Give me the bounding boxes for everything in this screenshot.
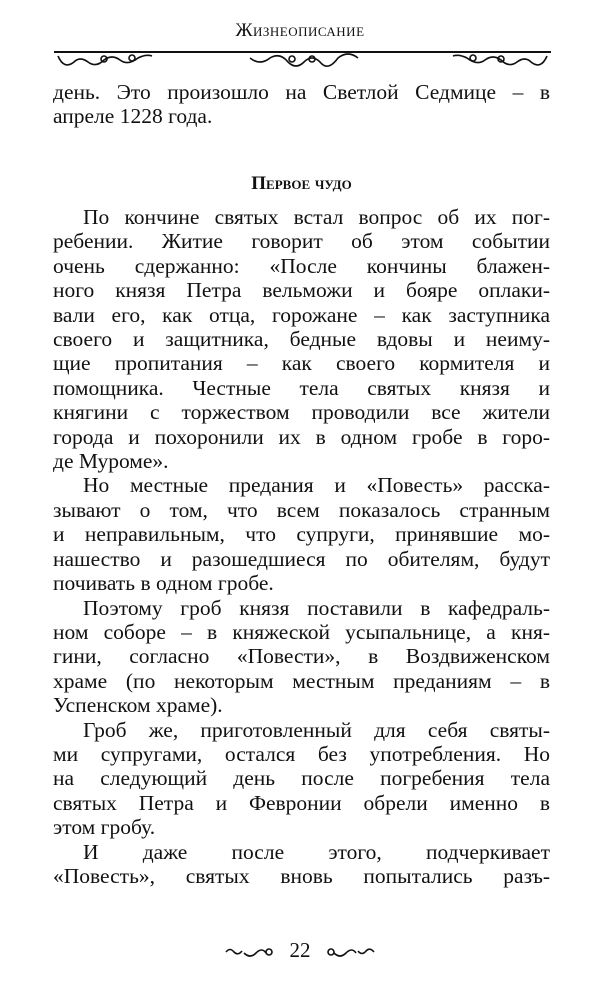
text-line: помощника. Честные тела святых князя и xyxy=(53,375,550,400)
text-line: на следующий день после погребения тела xyxy=(53,766,550,791)
text-line: гини, согласно «Повести», в Воздвиженском xyxy=(53,644,550,669)
text-line: ном соборе – в княжеской усыпальнице, а кня- xyxy=(53,619,550,644)
page-number: 22 xyxy=(289,938,311,962)
text-line: зывают о том, что всем показалось странным xyxy=(53,497,550,522)
text-line: апреле 1228 года. xyxy=(53,104,213,129)
text-line: «Повесть», святых вновь попытались разъ- xyxy=(53,863,550,888)
section-title xyxy=(53,172,550,196)
text-line: И даже после этого, подчеркивает xyxy=(83,839,550,864)
text-line: Успенском храме). xyxy=(53,693,223,718)
text-line: и неправильным, что супруги, принявшие мо- xyxy=(53,522,550,547)
text-line: очень сдержанно: «После кончины блажен- xyxy=(53,253,550,278)
section-heading: Первое чудо xyxy=(251,173,352,194)
ornamental-rule xyxy=(54,50,551,72)
left-flourish-icon xyxy=(224,945,274,959)
text-line: почивать в одном гробе. xyxy=(53,571,274,596)
text-line: ребении. Житие говорит об этом событии xyxy=(53,229,550,254)
text-line: де Муроме». xyxy=(53,449,169,474)
text-line: По кончине святых встал вопрос об их пог- xyxy=(83,205,550,229)
paragraph xyxy=(53,718,550,840)
text-line: ного князя Петра вельможи и бояре оплаки- xyxy=(53,278,550,303)
text-line: ми супругами, остался без употребления. Но xyxy=(53,741,550,766)
text-line: Но местные предания и «Повесть» расска- xyxy=(83,473,550,498)
paragraph xyxy=(53,473,550,595)
text-line: Поэтому гроб князя поставили в кафедраль- xyxy=(83,595,550,620)
continuation-text xyxy=(53,80,550,129)
body-text xyxy=(53,205,550,888)
text-line: святых Петра и Февронии обрели именно в xyxy=(53,790,550,815)
paragraph xyxy=(53,840,550,889)
right-flourish-icon xyxy=(326,945,376,959)
paragraph xyxy=(53,596,550,718)
text-line: храме (по некоторым местным преданиям – в xyxy=(53,668,550,693)
text-line: день. Это произошло на Светлой Седмице – в xyxy=(53,80,550,104)
text-line: княгини с торжеством проводили все жители xyxy=(53,400,550,425)
text-line: Гроб же, приготовленный для себя святы- xyxy=(83,717,550,742)
paragraph xyxy=(53,205,550,473)
text-line: щие пропитания – как своего кормителя и xyxy=(53,351,550,376)
text-line: нашество и разошедшиеся по обителям, будут xyxy=(53,546,550,571)
text-line: города и похоронили их в одном гробе в горо- xyxy=(53,424,550,449)
page-footer xyxy=(0,938,600,963)
text-line: своего и защитника, бедные вдовы и неиму- xyxy=(53,327,550,352)
running-head: Жизнеописание xyxy=(235,20,365,41)
text-line: вали его, как отца, горожане – как заступника xyxy=(53,302,550,327)
text-line: этом гробу. xyxy=(53,815,156,840)
